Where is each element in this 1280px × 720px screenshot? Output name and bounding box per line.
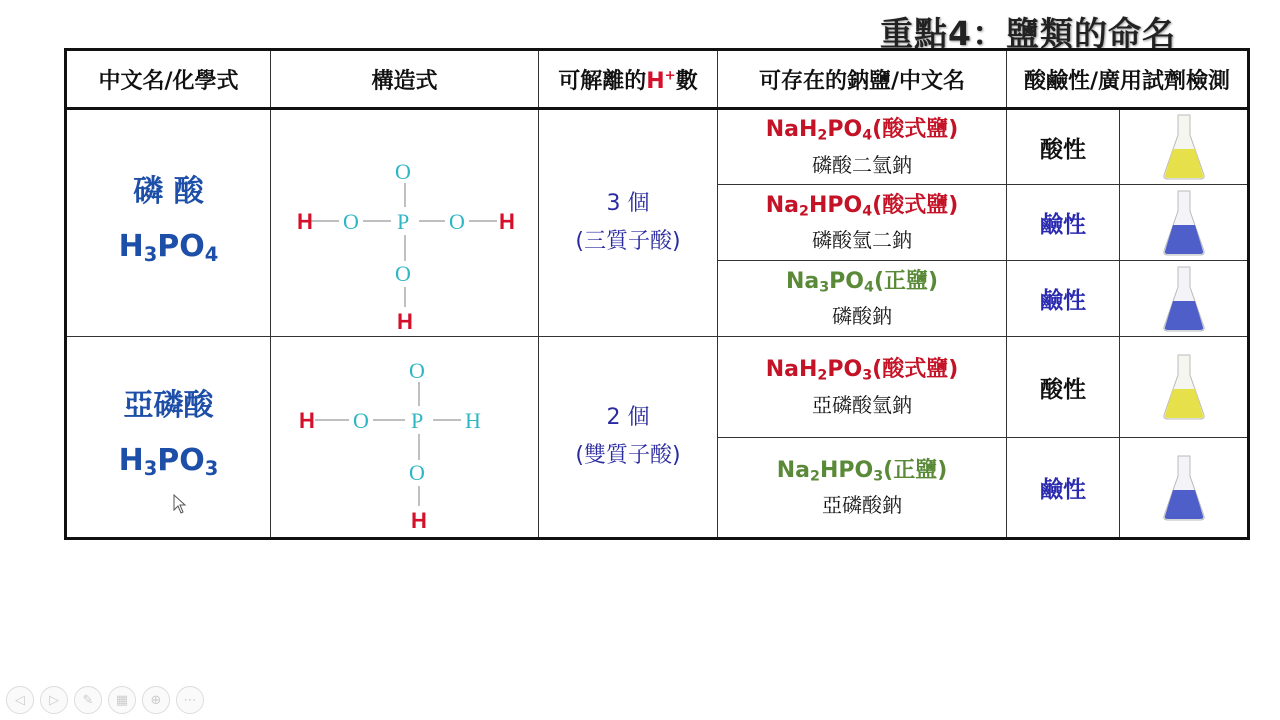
structural-formula-phosphoric-acid <box>275 131 535 334</box>
slide-title: 重點4：鹽類的命名 <box>880 14 1176 53</box>
nature-cell: 酸性 <box>1007 109 1120 185</box>
mouse-cursor-icon <box>173 494 187 514</box>
acid-name-phosphoric <box>66 109 271 337</box>
nature-cell: 鹼性 <box>1007 185 1120 261</box>
flask-yellow-icon <box>1162 353 1206 421</box>
acid-name-phosphorous <box>66 337 271 539</box>
flask-blue-icon <box>1162 189 1206 257</box>
flask-cell <box>1120 438 1249 539</box>
acid-formula: $H_3PO_3$ <box>118 443 219 480</box>
table-row <box>66 109 1249 185</box>
salt-cell: $Na_2HPO_3$(正鹽) 亞磷酸鈉 <box>718 438 1007 539</box>
flask-blue-icon <box>1162 265 1206 333</box>
hydrogen-atom: H <box>410 508 427 533</box>
acid-chinese-name: 亞磷酸 <box>123 388 214 424</box>
oxygen-atom: O <box>448 209 465 234</box>
oxygen-atom: O <box>408 460 425 485</box>
salt-cell: $NaH_2PO_3$(酸式鹽) 亞磷酸氫鈉 <box>718 337 1007 438</box>
structural-formula-phosphorous-acid <box>275 340 535 533</box>
header-salts: 可存在的鈉鹽/中文名 <box>718 50 1007 109</box>
oxygen-atom: O <box>352 408 369 433</box>
acid-chinese-name: 磷 酸 <box>133 174 204 210</box>
hydrogen-atom: H <box>396 309 413 334</box>
phosphorus-atom: P <box>410 408 423 433</box>
salt-cell: $Na_3PO_4$(正鹽) 磷酸鈉 <box>718 261 1007 337</box>
acid-formula: $H_3PO_4$ <box>118 229 219 266</box>
salt-cell: $NaH_2PO_4$(酸式鹽) 磷酸二氫鈉 <box>718 109 1007 185</box>
header-structure: 構造式 <box>271 50 539 109</box>
salt-cell: $Na_2HPO_4$(酸式鹽) 磷酸氫二鈉 <box>718 185 1007 261</box>
structure-phosphorous <box>271 337 539 539</box>
more-icon[interactable]: ⋯ <box>176 686 204 714</box>
hydrogen-atom: H <box>464 408 481 433</box>
hydrogen-atom: H <box>296 209 313 234</box>
next-icon[interactable]: ▷ <box>40 686 68 714</box>
flask-cell <box>1120 109 1249 185</box>
oxygen-atom: O <box>342 209 359 234</box>
h-count-phosphorous: 2 個 (雙質子酸) <box>539 337 718 539</box>
flask-cell <box>1120 337 1249 438</box>
flask-cell <box>1120 185 1249 261</box>
pen-icon[interactable]: ✎ <box>74 686 102 714</box>
flask-blue-icon <box>1162 454 1206 522</box>
header-ionizable-h: 可解離的H+數 <box>539 50 718 109</box>
flask-cell <box>1120 261 1249 337</box>
header-nature: 酸鹼性/廣用試劑檢測 <box>1007 50 1249 109</box>
hydrogen-atom: H <box>298 408 315 433</box>
structure-phosphoric <box>271 109 539 337</box>
zoom-icon[interactable]: ⊕ <box>142 686 170 714</box>
header-row <box>66 50 1249 109</box>
oxygen-atom: O <box>394 159 411 184</box>
salt-naming-table <box>64 48 1250 540</box>
flask-yellow-icon <box>1162 113 1206 181</box>
presentation-toolbar <box>6 686 204 714</box>
oxygen-atom: O <box>408 358 425 383</box>
table-row <box>66 337 1249 438</box>
header-name-formula: 中文名/化學式 <box>66 50 271 109</box>
h-count-phosphoric: 3 個 (三質子酸) <box>539 109 718 337</box>
prev-icon[interactable]: ◁ <box>6 686 34 714</box>
nature-cell: 鹼性 <box>1007 438 1120 539</box>
nature-cell: 鹼性 <box>1007 261 1120 337</box>
oxygen-atom: O <box>394 261 411 286</box>
hydrogen-atom: H <box>498 209 515 234</box>
nature-cell: 酸性 <box>1007 337 1120 438</box>
phosphorus-atom: P <box>396 209 409 234</box>
slides-icon[interactable]: ▦ <box>108 686 136 714</box>
